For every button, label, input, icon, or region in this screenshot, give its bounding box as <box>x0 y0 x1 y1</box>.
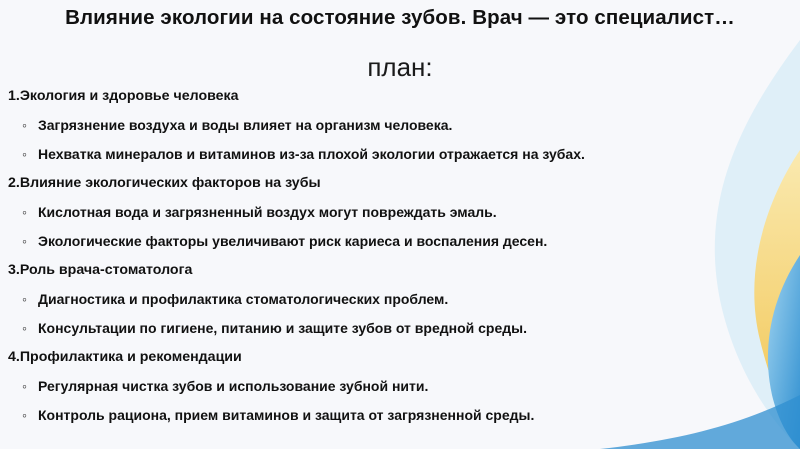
plan-heading: план: <box>367 52 433 82</box>
bullet-icon: ◦ <box>22 204 27 220</box>
plan-section-3 <box>8 259 728 346</box>
section-heading: 2.Влияние экологических факторов на зубы <box>8 175 321 191</box>
list-item-text: Экологические факторы увеличивают риск кариеса и воспаления десен. <box>38 233 548 249</box>
list-item-text: Регулярная чистка зубов и использование зубной нити. <box>38 378 429 394</box>
list-item-text: Кислотная вода и загрязненный воздух могут повреждать эмаль. <box>38 204 497 220</box>
plan-section-4 <box>8 346 728 433</box>
list-item <box>8 143 728 172</box>
list-item-text: Консультации по гигиене, питанию и защите зубов от вредной среды. <box>38 320 527 336</box>
bullet-icon: ◦ <box>22 146 27 162</box>
list-item-text: Загрязнение воздуха и воды влияет на организм человека. <box>38 117 453 133</box>
list-item <box>8 288 728 317</box>
plan-section-2 <box>8 172 728 259</box>
list-item <box>8 404 728 433</box>
plan-section-1 <box>8 85 728 172</box>
section-heading: 3.Роль врача-стоматолога <box>8 262 193 278</box>
bullet-icon: ◦ <box>22 291 27 307</box>
list-item-text: Нехватка минералов и витаминов из-за плохой экологии отражается на зубах. <box>38 146 585 162</box>
list-item <box>8 201 728 230</box>
list-item-text: Контроль рациона, прием витаминов и защита от загрязненной среды. <box>38 407 535 423</box>
section-heading: 1.Экология и здоровье человека <box>8 88 239 104</box>
bullet-icon: ◦ <box>22 117 27 133</box>
bullet-icon: ◦ <box>22 407 27 423</box>
list-item <box>8 114 728 143</box>
section-heading: 4.Профилактика и рекомендации <box>8 349 242 365</box>
list-item <box>8 317 728 346</box>
bullet-icon: ◦ <box>22 233 27 249</box>
plan-list <box>8 85 728 433</box>
bullet-icon: ◦ <box>22 378 27 394</box>
slide-title: Влияние экологии на состояние зубов. Врач — это специалист… <box>65 6 735 29</box>
bullet-icon: ◦ <box>22 320 27 336</box>
list-item <box>8 375 728 404</box>
list-item-text: Диагностика и профилактика стоматологических проблем. <box>38 291 449 307</box>
list-item <box>8 230 728 259</box>
